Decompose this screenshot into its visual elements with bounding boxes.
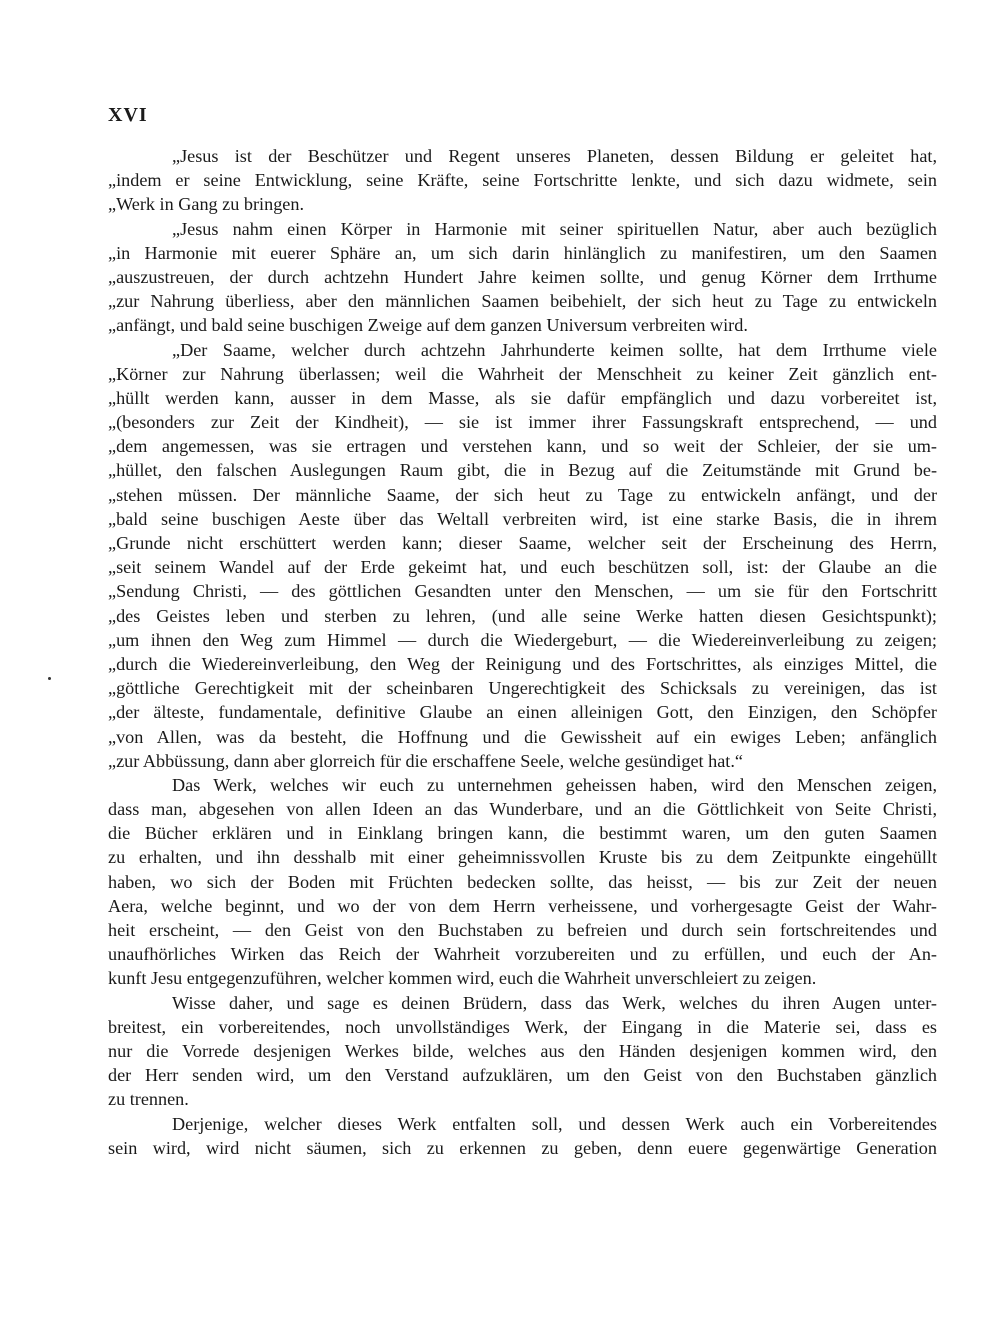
text-line: „der älteste, fundamentale, definitive Glaube an einen alleinigen Gott, den Einzigen, den Schöpfer [108, 702, 937, 723]
text-line: zu trennen. [108, 1089, 189, 1110]
text-line: „um ihnen den Weg zum Himmel — durch die Wiedergeburt, — die Wiedereinverleibung zu zeigen; [108, 629, 937, 650]
text-line: zu erhalten, und ihn desshalb mit einer geheimnissvollen Kruste bis zu dem Zeitpunkte eingehüllt [108, 847, 937, 868]
text-line: „zur Nahrung überliess, aber den männlichen Saamen beibehielt, der sich heut zu Tage zu entwickeln [108, 291, 937, 312]
text-line: „Jesus nahm einen Körper in Harmonie mit seiner spirituellen Natur, aber auch bezüglich [172, 218, 937, 239]
text-line: nur die Vorrede desjenigen Werkes bilde, welches aus den Händen desjenigen kommen wird, den [108, 1040, 937, 1061]
text-line: der Herr senden wird, um den Verstand aufzuklären, um den Geist von den Buchstaben gänzlich [108, 1065, 937, 1086]
text-line: „Körner zur Nahrung überlassen; weil die Wahrheit der Menschheit zu keiner Zeit gänzlich ent- [108, 363, 937, 384]
text-line: „bald seine buschigen Aeste über das Weltall verbreiten wird, ist eine starke Basis, die in ihrem [108, 508, 937, 529]
text-line: kunft Jesu entgegenzuführen, welcher kommen wird, euch die Wahrheit unverschleiert zu zeigen. [108, 968, 817, 989]
margin-mark [48, 677, 51, 680]
text-line: „(besonders zur Zeit der Kindheit), — sie ist immer ihrer Fassungskraft entsprechend, — und [108, 412, 937, 433]
text-line: „seit seinem Wandel auf der Erde gekeimt hat, und euch beschützen soll, ist: der Glaube an die [108, 557, 937, 578]
text-line: Das Werk, welches wir euch zu unternehmen geheissen haben, wird den Menschen zeigen, [172, 774, 937, 795]
text-line: breitest, ein vorbereitendes, noch unvollständiges Werk, der Eingang in die Materie sei, dass es [108, 1016, 937, 1037]
page-number: XVI [108, 104, 148, 126]
text-line: Derjenige, welcher dieses Werk entfalten soll, und dessen Werk auch ein Vorbereitendes [172, 1113, 937, 1134]
text-line: „indem er seine Entwicklung, seine Kräfte, seine Fortschritte lenkte, und sich dazu widmete, sein [108, 170, 937, 191]
text-line: „Werk in Gang zu bringen. [108, 194, 305, 215]
text-line: Aera, welche beginnt, und wo der von dem Herrn verheissene, und vorhergesagte Geist der Wahr- [108, 895, 937, 916]
text-line: „stehen müssen. Der männliche Saame, der sich heut zu Tage zu entwickeln anfängt, und der [108, 484, 937, 505]
text-line: unaufhörliches Wirken das Reich der Wahrheit vorzubereiten und zu erfüllen, und euch der An- [108, 944, 937, 965]
text-line: haben, wo sich der Boden mit Früchten bedecken sollte, das heisst, — bis zur Zeit der neuen [108, 871, 937, 892]
text-line: „auszustreuen, der durch achtzehn Hundert Jahre keimen sollte, und genug Körner dem Irrthume [108, 266, 937, 287]
text-line: „hüllet, den falschen Auslegungen Raum gibt, die in Bezug auf die Zeitumstände mit Grund be- [108, 460, 937, 481]
text-line: „Sendung Christi, — des göttlichen Gesandten unter den Menschen, — um sie für den Fortschritt [108, 581, 937, 602]
text-line: „durch die Wiedereinverleibung, den Weg der Reinigung und des Fortschrittes, als einziges Mittel, die [108, 653, 937, 674]
text-line: „göttliche Gerechtigkeit mit der scheinbaren Ungerechtigkeit des Schicksals zu vereinigen, das ist [108, 678, 937, 699]
text-line: dass man, abgesehen von allen Ideen an das Wunderbare, und an die Göttlichkeit von Seite Christi, [108, 799, 937, 820]
text-line: sein wird, wird nicht säumen, sich zu erkennen zu geben, denn euere gegenwärtige Generation [108, 1137, 937, 1158]
body-text [108, 144, 937, 1160]
text-line: „von Allen, was da besteht, die Hoffnung und die Gewissheit auf ein ewiges Leben; anfänglich [108, 726, 937, 747]
text-line: „dem angemessen, was sie ertragen und verstehen kann, und so weit der Schleier, der sie um- [108, 436, 937, 457]
text-line: „des Geistes leben und sterben zu lehren, (und alle seine Werke hatten diesen Gesichtspunkt); [108, 605, 937, 626]
text-line: die Bücher erklären und in Einklang bringen kann, die bestimmt waren, um den guten Saamen [108, 823, 937, 844]
text-line: „Jesus ist der Beschützer und Regent unseres Planeten, dessen Bildung er geleitet hat, [172, 146, 937, 166]
text-line: Wisse daher, und sage es deinen Brüdern, dass das Werk, welches du ihren Augen unter- [172, 992, 937, 1013]
text-line: „Der Saame, welcher durch achtzehn Jahrhunderte keimen sollte, hat dem Irrthume viele [172, 339, 937, 360]
text-line: heit erscheint, — den Geist von den Buchstaben zu befreien und durch sein fortschreitendes und [108, 920, 937, 940]
text-line: „in Harmonie mit euerer Sphäre an, um sich darin hinlänglich zu manifestiren, um den Saamen [108, 242, 937, 263]
text-line: „zur Abbüssung, dann aber glorreich für die erschaffene Seele, welche gesündiget hat.“ [108, 750, 743, 771]
text-line: „hüllt werden kann, ausser in dem Masse, als sie dafür empfänglich und dazu vorbereitet ist, [108, 387, 937, 408]
text-line: „Grunde nicht erschüttert werden kann; dieser Saame, welcher seit der Erscheinung des Herrn, [108, 533, 937, 553]
text-line: „anfängt, und bald seine buschigen Zweige auf dem ganzen Universum verbreiten wird. [108, 315, 748, 336]
